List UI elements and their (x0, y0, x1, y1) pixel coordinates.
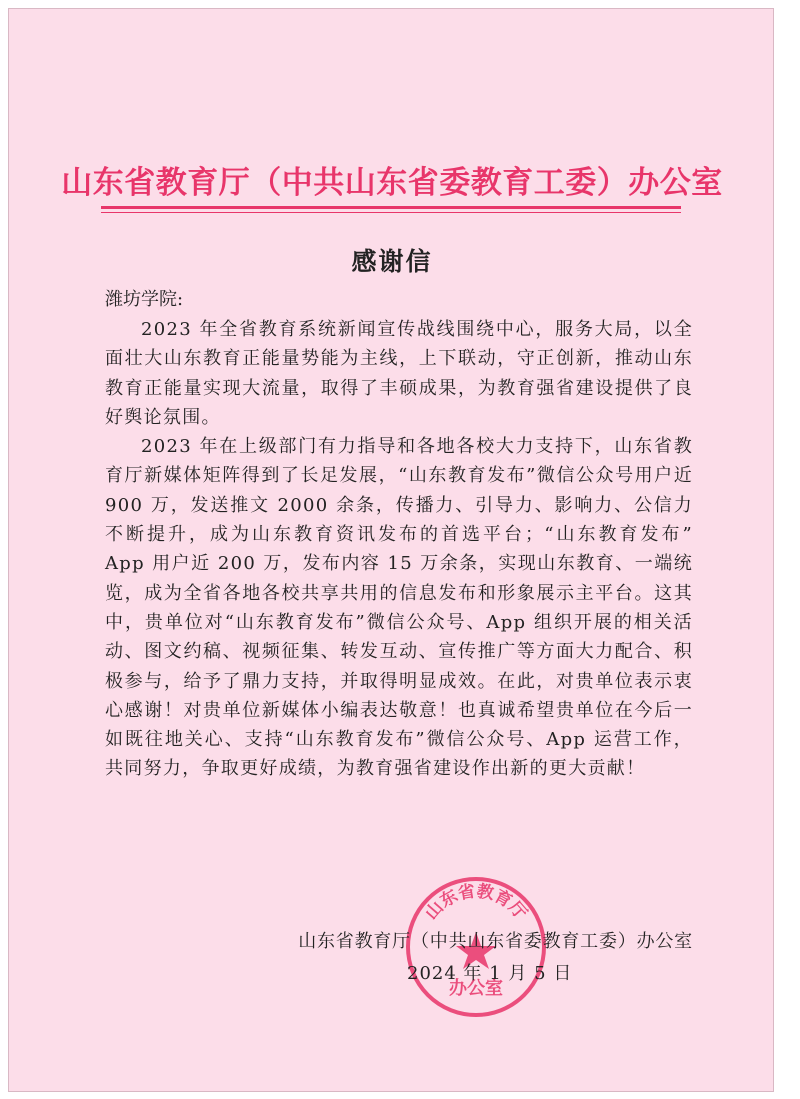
letterhead-title: 山东省教育厅（中共山东省委教育工委）办公室 (61, 165, 723, 201)
letter-body (105, 315, 693, 784)
body-paragraph: 2023 年在上级部门有力指导和各地各校大力支持下，山东省教育厅新媒体矩阵得到了长足发展，“山东教育发布”微信公众号用户近 900 万，发送推文 2000 余条，传播力、引导力、影响力、公信力不断提升，成为山东教育资讯发布的首选平台；“山东教育发布” App 用户近 200 万，发布内容 15 万余条，实现山东教育、一端统览，成为全省各地各校共享共用的信息发布和形象展示主平台。这其中，贵单位对“山东教育发布”微信公众号、App 组织开展的相关活动、图文约稿、视频征集、转发互动、宣传推广等方面大力配合、积极参与，给予了鼎力支持，并取得明显成效。在此，对贵单位表示衷心感谢！对贵单位新媒体小编表达敬意！也真诚希望贵单位在今后一如既往地关心、支持“山东教育发布”微信公众号、App 运营工作，共同努力，争取更好成绩，为教育强省建设作出新的更大贡献！ (105, 436, 693, 780)
letterhead-rule-thick (101, 206, 681, 209)
letter-page (8, 8, 774, 1092)
document-title: 感谢信 (351, 247, 433, 276)
svg-text:办公室: 办公室 (449, 978, 503, 999)
signature-org: 山东省教育厅（中共山东省委教育工委）办公室 (298, 931, 693, 952)
svg-text:山东省教育厅: 山东省教育厅 (421, 881, 531, 924)
salutation: 潍坊学院: (105, 289, 184, 310)
body-paragraph: 2023 年全省教育系统新闻宣传战线围绕中心，服务大局，以全面壮大山东教育正能量势能为主线，上下联动，守正创新，推动山东教育正能量实现大流量，取得了丰硕成果，为教育强省建设提供了良好舆论氛围。 (105, 319, 693, 428)
signature-date: 2024 年 1 月 5 日 (407, 963, 573, 984)
letterhead-rule-thin (101, 212, 681, 213)
